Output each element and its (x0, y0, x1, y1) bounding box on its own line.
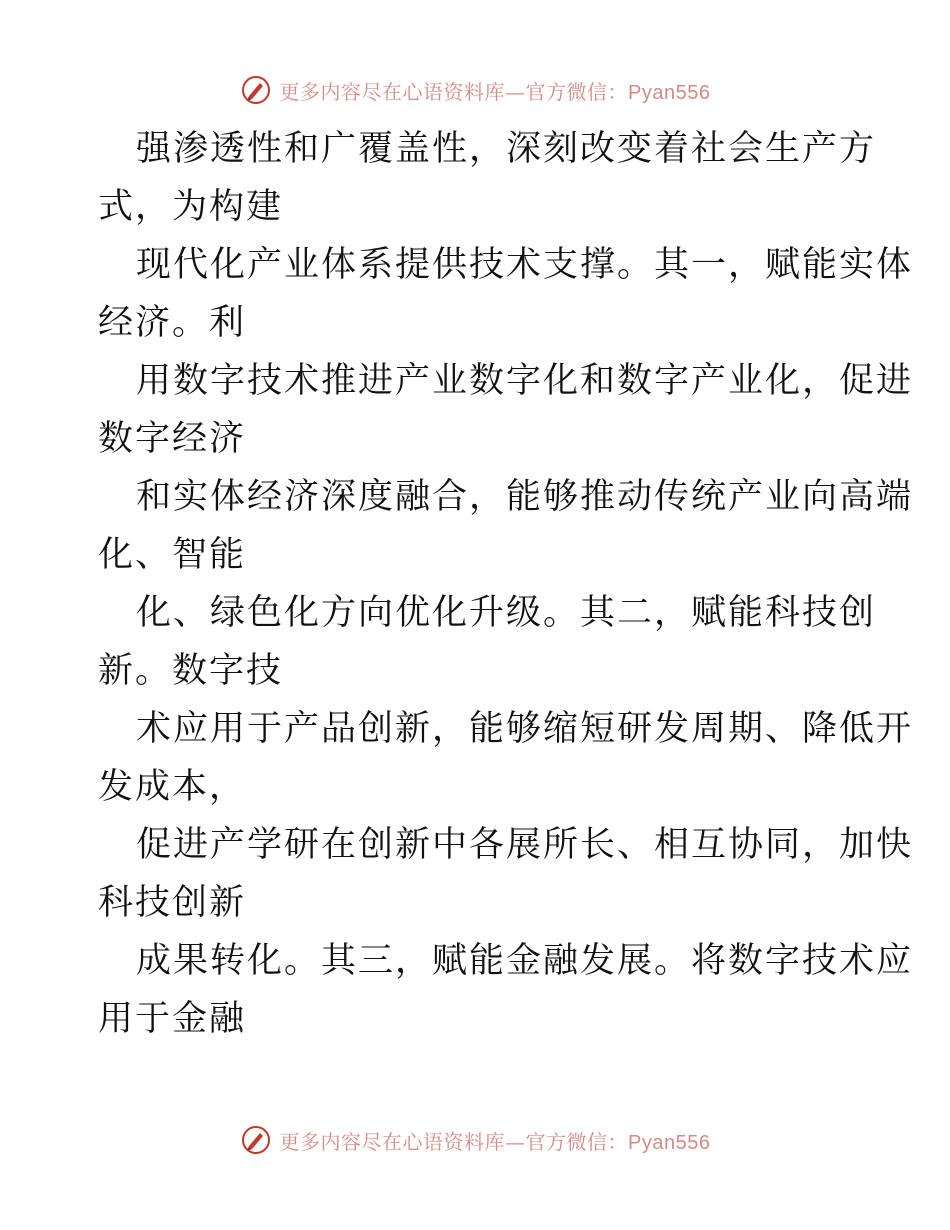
body-line: 成果转化。其三，赋能金融发展。将数字技术应 (136, 941, 914, 981)
body-line: 发成本， (98, 767, 247, 807)
pen-logo-icon (240, 74, 272, 106)
body-line: 新。数字技 (98, 651, 284, 691)
footer-watermark-id: Pyan556 (628, 1131, 711, 1154)
body-line: 用于金融 (98, 999, 247, 1039)
body-line: 化、绿色化方向优化升级。其二，赋能科技创 (136, 593, 877, 633)
header-watermark (0, 70, 950, 110)
body-line: 式，为构建 (98, 187, 284, 227)
pen-logo-icon (240, 1124, 272, 1156)
body-line: 现代化产业体系提供技术支撑。其一，赋能实体 (136, 245, 914, 285)
body-line: 术应用于产品创新，能够缩短研发周期、降低开 (136, 709, 914, 749)
header-watermark-cn: 更多内容尽在心语资料库—官方微信： (279, 79, 629, 104)
body-line: 促进产学研在创新中各展所长、相互协同，加快 (136, 825, 914, 865)
body-line: 用数字技术推进产业数字化和数字产业化，促进 (136, 361, 914, 401)
body-line: 强渗透性和广覆盖性，深刻改变着社会生产方 (136, 129, 877, 169)
body-line: 和实体经济深度融合，能够推动传统产业向高端 (136, 477, 914, 517)
header-watermark-text (280, 76, 711, 105)
body-line: 科技创新 (98, 883, 247, 923)
body-line: 化、智能 (98, 535, 247, 575)
document-body (98, 120, 914, 1048)
footer-watermark-cn: 更多内容尽在心语资料库—官方微信： (279, 1129, 629, 1154)
header-watermark-id: Pyan556 (628, 81, 711, 104)
footer-watermark (0, 1120, 950, 1160)
body-line: 经济。利 (98, 303, 247, 343)
body-line: 数字经济 (98, 419, 247, 459)
footer-watermark-text (280, 1126, 711, 1155)
